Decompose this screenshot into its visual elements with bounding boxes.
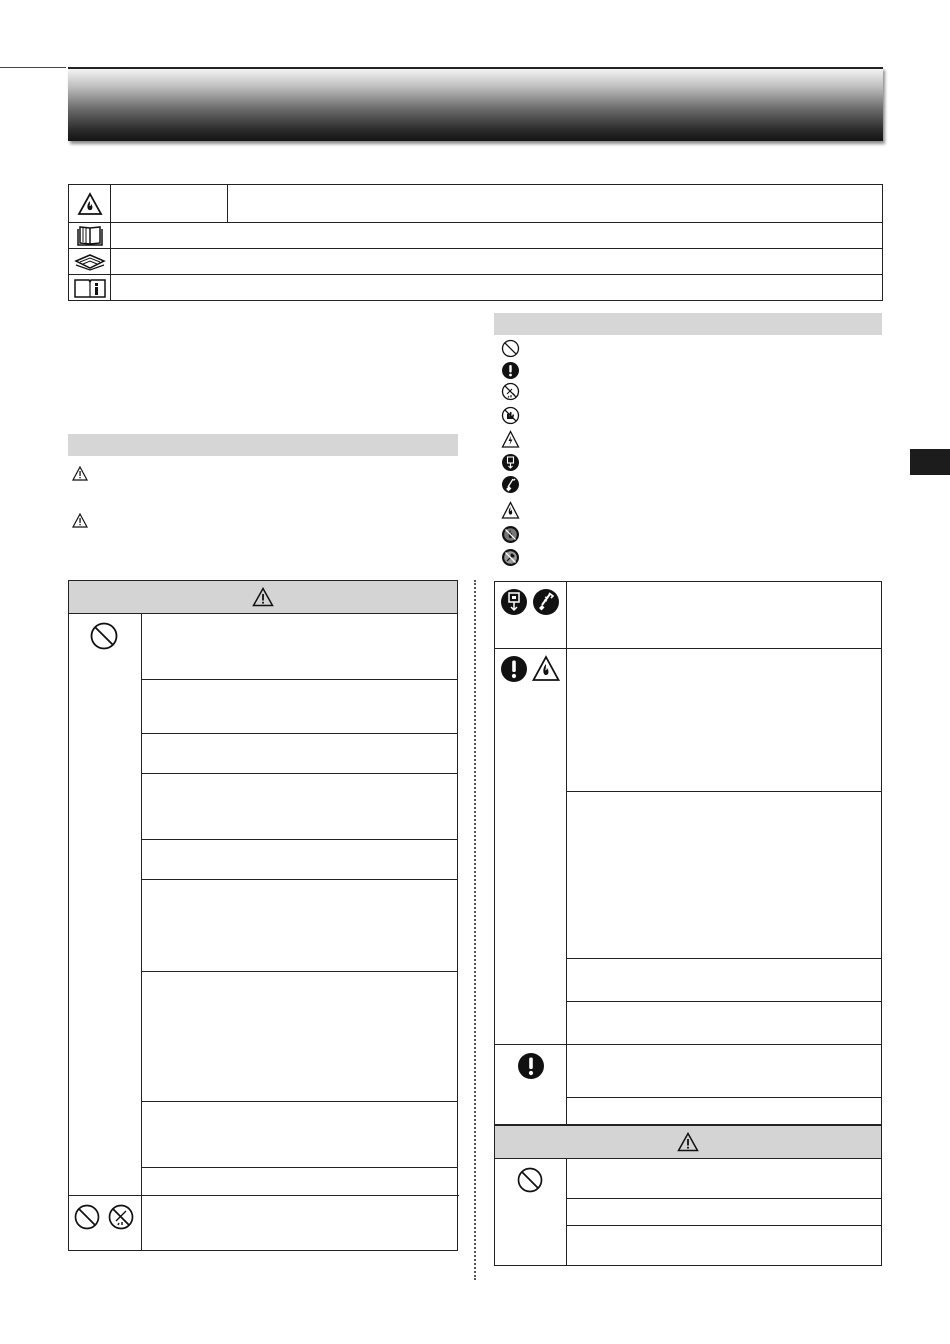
fire-warning-icon — [500, 500, 520, 520]
column-divider-dotted — [474, 580, 476, 1280]
legend-row — [69, 249, 882, 275]
warning-triangle-icon — [252, 587, 274, 607]
mandatory-exclamation-icon — [500, 655, 528, 683]
legend-label — [110, 185, 228, 222]
row-divider — [495, 1044, 566, 1045]
note-row — [70, 510, 458, 530]
warning-row — [566, 792, 882, 959]
intro-text — [68, 315, 458, 425]
warning-row — [566, 1045, 882, 1098]
warning-row — [141, 734, 458, 774]
prohibition-icon — [89, 621, 119, 651]
warning-row — [566, 1098, 882, 1125]
prohibition-icon — [516, 1166, 544, 1194]
legend-text — [110, 275, 116, 301]
disconnect-plug-icon — [500, 452, 520, 472]
grounding-icon — [500, 474, 520, 494]
warning-row — [566, 959, 882, 1002]
mandatory-exclamation-icon — [517, 1052, 545, 1080]
no-flame-icon — [500, 524, 520, 544]
disconnect-plug-icon — [500, 588, 528, 616]
symbol-list — [500, 338, 882, 568]
caution-row — [566, 1199, 882, 1226]
no-water-spray-icon — [500, 381, 520, 401]
section-tab — [910, 449, 950, 475]
legend-row — [69, 223, 882, 249]
caution-table-header — [495, 1126, 881, 1159]
legend-text — [110, 223, 116, 248]
manual-with-hand-icon — [69, 249, 111, 274]
prohibition-icon — [73, 1203, 101, 1231]
prohibition-icon — [500, 338, 520, 358]
warning-row — [141, 840, 458, 880]
page-title-banner — [68, 67, 883, 141]
fire-warning-icon — [69, 185, 111, 222]
caution-row — [566, 1226, 882, 1266]
symbol-legend-table — [68, 184, 883, 301]
legend-row — [69, 185, 882, 223]
warning-table-fire — [494, 648, 882, 1125]
no-disassembly-icon — [500, 547, 520, 567]
caution-row — [566, 1159, 882, 1199]
no-water-spray-icon — [107, 1203, 135, 1231]
caution-table — [494, 1125, 882, 1266]
legend-row — [69, 275, 882, 301]
legend-text — [110, 249, 116, 274]
mandatory-exclamation-icon — [500, 360, 520, 380]
note-row — [70, 463, 458, 483]
grounding-icon — [532, 588, 560, 616]
warning-row — [141, 614, 458, 680]
warning-row — [141, 1168, 458, 1196]
warning-row — [566, 582, 882, 648]
top-rule — [0, 67, 66, 68]
symbols-heading — [494, 313, 882, 335]
fire-warning-icon — [532, 655, 560, 682]
warning-row — [141, 972, 458, 1102]
section-heading — [68, 434, 458, 456]
warning-triangle-icon — [70, 463, 90, 483]
caution-triangle-icon — [70, 510, 90, 530]
warning-row — [566, 1002, 882, 1045]
legend-text — [227, 185, 233, 222]
open-book-icon — [69, 223, 111, 248]
electric-shock-warning-icon — [500, 429, 520, 449]
warning-row — [141, 1102, 458, 1168]
warning-row — [141, 774, 458, 840]
warning-row — [141, 680, 458, 734]
warning-table — [68, 580, 458, 1251]
warning-table-header — [69, 581, 457, 614]
no-wet-hands-icon — [500, 405, 520, 425]
info-book-icon — [69, 275, 111, 301]
warning-row — [141, 1196, 458, 1251]
warning-row — [141, 880, 458, 972]
warning-row — [566, 649, 882, 792]
warning-table-plug — [494, 581, 882, 649]
caution-triangle-icon — [677, 1132, 699, 1152]
